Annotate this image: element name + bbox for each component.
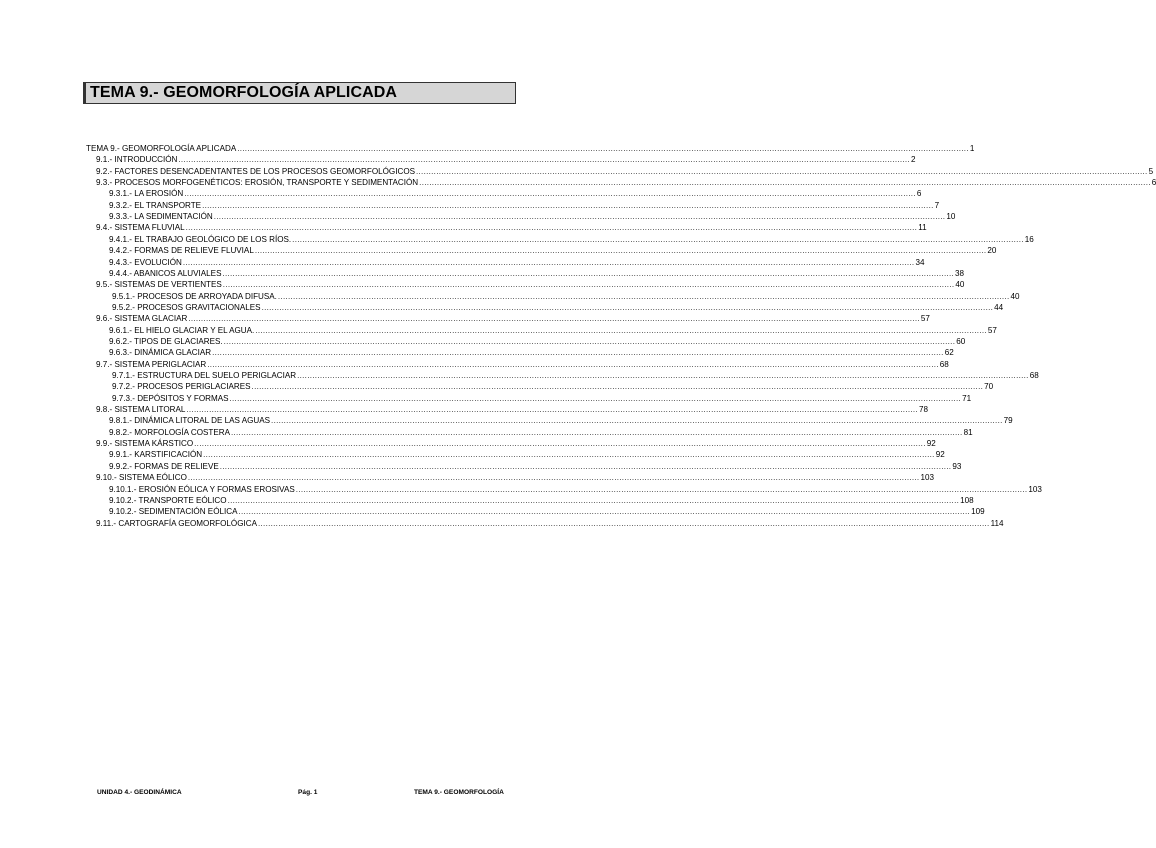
toc-entry-label: 9.8.1.- DINÁMICA LITORAL DE LAS AGUAS [109,416,271,425]
toc-leader-dots: .................................................................................................................................................................................................................................................................................................. [222,269,955,278]
toc-entry-label: 9.4.2.- FORMAS DE RELIEVE FLUVIAL [109,246,254,255]
toc-entry-label: 9.3.- PROCESOS MORFOGENÉTICOS: EROSIÓN, TRANSPORTE Y SEDIMENTACIÓN [96,178,419,187]
toc-entry[interactable] [109,462,962,472]
toc-entry-label: 9.10.- SISTEMA EÓLICO [96,473,187,482]
toc-entry[interactable] [96,519,1004,529]
toc-leader-dots: .................................................................................................................................................................................................................................................................................................. [185,223,918,232]
toc-leader-dots: .................................................................................................................................................................................................................................................................................................. [194,439,926,448]
toc-entry-page: 7 [934,201,940,210]
toc-entry[interactable] [112,371,1039,381]
toc-entry-page: 40 [955,280,965,289]
toc-leader-dots: .................................................................................................................................................................................................................................................................................................. [230,428,963,437]
toc-leader-dots: .................................................................................................................................................................................................................................................................................................. [187,473,920,482]
toc-leader-dots: .................................................................................................................................................................................................................................................................................................. [188,314,920,323]
toc-leader-dots: .................................................................................................................................................................................................................................................................................................. [182,258,915,267]
toc-entry-label: 9.4.3.- EVOLUCIÓN [109,258,182,267]
toc-entry-page: 11 [918,223,927,232]
toc-leader-dots: .................................................................................................................................................................................................................................................................................................. [254,246,987,255]
toc-entry[interactable] [109,212,956,222]
document-title: TEMA 9.- GEOMORFOLOGÍA APLICADA [90,84,398,101]
toc-entry-label: 9.9.- SISTEMA KÁRSTICO [96,439,194,448]
toc-entry-label: 9.3.3.- LA SEDIMENTACIÓN [109,212,213,221]
toc-entry-label: 9.5.1.- PROCESOS DE ARROYADA DIFUSA. [112,292,277,301]
toc-entry-page: 6 [1151,178,1156,187]
toc-entry-page: 103 [920,473,934,482]
toc-leader-dots: .................................................................................................................................................................................................................................................................................................. [297,371,1029,380]
toc-entry[interactable] [112,303,1004,313]
toc-entry-page: 34 [915,258,925,267]
toc-entry[interactable] [96,405,928,415]
toc-leader-dots: .................................................................................................................................................................................................................................................................................................. [251,382,984,391]
footer-page-number: Pág. 1 [298,789,318,796]
toc-entry[interactable] [96,167,1154,177]
toc-entry[interactable] [96,314,930,324]
toc-entry-page: 1 [969,144,975,153]
toc-entry-page: 68 [939,360,949,369]
toc-entry[interactable] [109,269,965,279]
toc-leader-dots: .................................................................................................................................................................................................................................................................................................. [227,496,960,505]
toc-entry[interactable] [112,292,1020,302]
toc-entry[interactable] [109,496,974,506]
toc-leader-dots: .................................................................................................................................................................................................................................................................................................. [223,337,956,346]
toc-entry-page: 92 [935,450,945,459]
toc-leader-dots: .................................................................................................................................................................................................................................................................................................. [202,201,934,210]
toc-entry-label: 9.4.1.- EL TRABAJO GEOLÓGICO DE LOS RÍOS. [109,235,292,244]
footer-left: UNIDAD 4.- GEODINÁMICA [97,789,182,796]
toc-entry-label: 9.10.2.- SEDIMENTACIÓN EÓLICA [109,507,238,516]
toc-entry-page: 92 [926,439,936,448]
toc-entry[interactable] [109,235,1034,245]
toc-leader-dots: .................................................................................................................................................................................................................................................................................................. [203,450,935,459]
toc-entry-label: 9.7.3.- DEPÓSITOS Y FORMAS [112,394,229,403]
toc-entry[interactable] [109,416,1013,426]
toc-entry-label: 9.8.2.- MORFOLOGÍA COSTERA [109,428,230,437]
toc-leader-dots: .................................................................................................................................................................................................................................................................................................. [295,485,1028,494]
toc-entry-page: 16 [1024,235,1034,244]
toc-entry-label: 9.4.- SISTEMA FLUVIAL [96,223,185,232]
toc-entry-page: 70 [984,382,994,391]
toc-entry-page: 103 [1028,485,1042,494]
toc-entry[interactable] [109,258,925,268]
toc-leader-dots: .................................................................................................................................................................................................................................................................................................. [213,212,946,221]
toc-entry[interactable] [96,439,936,449]
toc-entry-label: 9.7.- SISTEMA PERIGLACIAR [96,360,207,369]
toc-entry[interactable] [109,450,945,460]
toc-leader-dots: .................................................................................................................................................................................................................................................................................................. [229,394,962,403]
toc-entry-label: 9.6.- SISTEMA GLACIAR [96,314,188,323]
toc-entry-page: 93 [952,462,962,471]
toc-entry-page: 114 [990,519,1004,528]
toc-entry-label: TEMA 9.- GEOMORFOLOGÍA APLICADA [86,144,237,153]
toc-entry[interactable] [96,155,916,165]
toc-leader-dots: .................................................................................................................................................................................................................................................................................................. [222,280,955,289]
toc-entry-label: 9.3.1.- LA EROSIÓN [109,189,184,198]
toc-entry-label: 9.8.- SISTEMA LITORAL [96,405,186,414]
toc-entry[interactable] [96,473,934,483]
toc-entry-page: 57 [987,326,997,335]
toc-entry-label: 9.6.3.- DINÁMICA GLACIAR [109,348,212,357]
toc-entry-label: 9.9.2.- FORMAS DE RELIEVE [109,462,219,471]
document-title-box [83,82,516,104]
toc-leader-dots: .................................................................................................................................................................................................................................................................................................. [219,462,952,471]
toc-leader-dots: .................................................................................................................................................................................................................................................................................................. [419,178,1151,187]
toc-entry-label: 9.1.- INTRODUCCIÓN [96,155,178,164]
toc-entry[interactable] [109,348,954,358]
toc-entry-label: 9.6.1.- EL HIELO GLACIAR Y EL AGUA. [109,326,255,335]
toc-entry-label: 9.11.- CARTOGRAFÍA GEOMORFOLÓGICA [96,519,258,528]
toc-leader-dots: .................................................................................................................................................................................................................................................................................................. [416,167,1148,176]
toc-entry-label: 9.6.2.- TIPOS DE GLACIARES. [109,337,223,346]
toc-entry-page: 44 [994,303,1004,312]
toc-leader-dots: .................................................................................................................................................................................................................................................................................................. [238,507,971,516]
toc-entry-label: 9.3.2.- EL TRANSPORTE [109,201,202,210]
toc-entry[interactable] [109,337,966,347]
toc-entry[interactable] [109,201,940,211]
toc-entry-page: 108 [960,496,974,505]
toc-entry-label: 9.9.1.- KARSTIFICACIÓN [109,450,203,459]
toc-entry-page: 10 [946,212,956,221]
toc-entry-page: 6 [916,189,922,198]
toc-entry[interactable] [109,326,997,336]
toc-entry-page: 71 [962,394,972,403]
toc-entry-page: 79 [1003,416,1013,425]
toc-entry-page: 68 [1029,371,1039,380]
toc-entry[interactable] [86,144,975,154]
toc-leader-dots: .................................................................................................................................................................................................................................................................................................. [212,348,944,357]
toc-leader-dots: .................................................................................................................................................................................................................................................................................................. [237,144,969,153]
toc-entry[interactable] [109,507,985,517]
toc-entry-label: 9.4.4.- ABANICOS ALUVIALES [109,269,222,278]
toc-leader-dots: .................................................................................................................................................................................................................................................................................................. [261,303,994,312]
toc-entry-label: 9.7.2.- PROCESOS PERIGLACIARES [112,382,251,391]
toc-entry[interactable] [109,189,922,199]
toc-entry-page: 62 [944,348,954,357]
toc-entry-label: 9.5.- SISTEMAS DE VERTIENTES [96,280,222,289]
toc-entry-label: 9.7.1.- ESTRUCTURA DEL SUELO PERIGLACIAR [112,371,297,380]
toc-entry[interactable] [109,246,997,256]
toc-entry-label: 9.5.2.- PROCESOS GRAVITACIONALES [112,303,261,312]
footer-right: TEMA 9.- GEOMORFOLOGÍA [414,789,504,796]
toc-leader-dots: .................................................................................................................................................................................................................................................................................................. [186,405,918,414]
toc-entry[interactable] [109,428,973,438]
toc-entry[interactable] [109,485,1042,495]
toc-entry-page: 60 [956,337,966,346]
toc-leader-dots: .................................................................................................................................................................................................................................................................................................. [207,360,939,369]
toc-entry-label: 9.10.1.- EROSIÓN EÓLICA Y FORMAS EROSIVAS [109,485,295,494]
toc-entry-page: 40 [1010,292,1020,301]
toc-entry[interactable] [112,382,994,392]
toc-entry-page: 78 [918,405,928,414]
toc-leader-dots: .................................................................................................................................................................................................................................................................................................. [184,189,916,198]
toc-leader-dots: .................................................................................................................................................................................................................................................................................................. [255,326,987,335]
toc-leader-dots: .................................................................................................................................................................................................................................................................................................. [178,155,910,164]
toc-leader-dots: .................................................................................................................................................................................................................................................................................................. [277,292,1010,301]
toc-entry[interactable] [96,280,965,290]
toc-leader-dots: .................................................................................................................................................................................................................................................................................................. [271,416,1003,425]
toc-entry-page: 5 [1148,167,1154,176]
toc-entry[interactable] [96,178,1156,188]
toc-entry-label: 9.2.- FACTORES DESENCADENTANTES DE LOS PROCESOS GEOMORFOLÓGICOS [96,167,416,176]
toc-entry-page: 2 [910,155,916,164]
toc-leader-dots: .................................................................................................................................................................................................................................................................................................. [258,519,990,528]
toc-entry[interactable] [112,394,972,404]
toc-entry-page: 38 [955,269,965,278]
toc-entry-label: 9.10.2.- TRANSPORTE EÓLICO [109,496,227,505]
toc-leader-dots: .................................................................................................................................................................................................................................................................................................. [292,235,1024,244]
toc-entry-page: 109 [971,507,985,516]
toc-entry[interactable] [96,360,949,370]
toc-entry-page: 81 [963,428,973,437]
toc-entry[interactable] [96,223,927,233]
toc-entry-page: 20 [987,246,997,255]
toc-entry-page: 57 [920,314,930,323]
